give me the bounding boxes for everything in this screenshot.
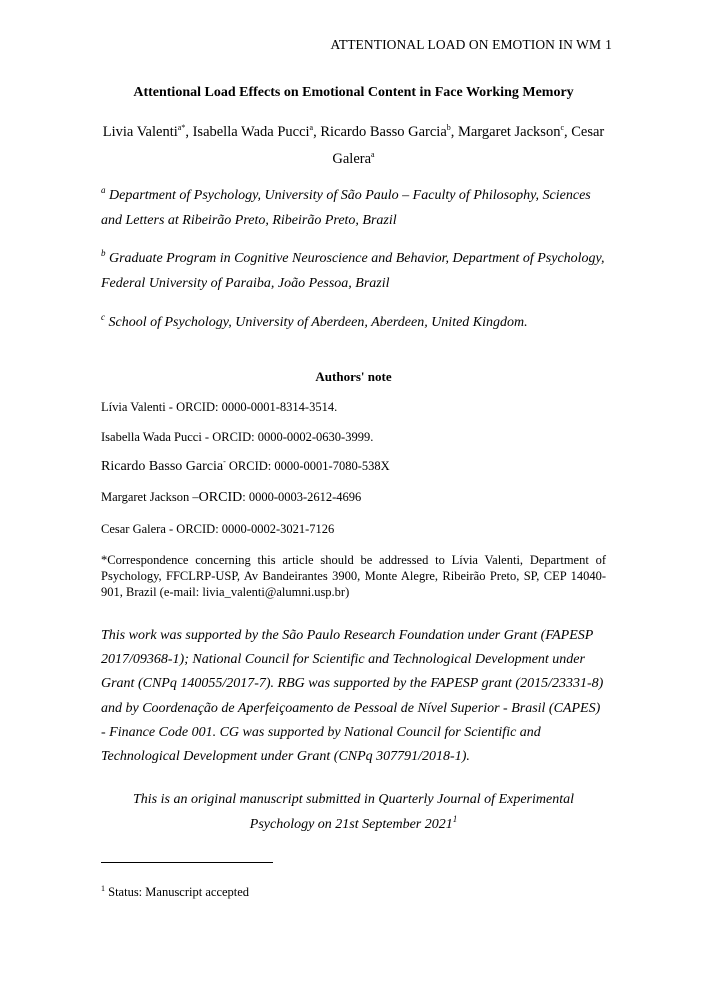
orcid-galera: Cesar Galera - ORCID: 0000-0002-3021-7126 (101, 522, 335, 536)
submission-statement: This is an original manuscript submitted in Quarterly Journal of Experimental Psychology on 21st September 2021$^1$ (133, 792, 574, 832)
author: Livia Valenti$^{a*}$, (102, 123, 193, 140)
funding-statement: This work was supported by the São Paulo Research Foundation under Grant (FAPESP 2017/09368-1); National Council for Scientific and Technological Development under Grant (CNPq 140055/2017-7). RBG was supported by the FAPESP grant (2015/23331-8) and by Coordenação de Aperfeiçoamento de Pessoal de Nível Superior - Brasil (CAPES) - Finance Code 001. CG was supported by National Council for Scientific and Technological Development under Grant (CNPq 307791/2018-1). (101, 628, 604, 765)
running-header (331, 37, 613, 53)
orcid-valenti: Lívia Valenti - ORCID: 0000-0001-8314-3514. (101, 400, 338, 414)
authors-note-heading: Authors' note (315, 369, 392, 384)
orcid-garcia: Ricardo Basso Garcia- ORCID: 0000-0001-7080-538X (101, 457, 390, 474)
affiliation-a: $^a$ Department of Psychology, University of São Paulo – Faculty of Philosophy, Sciences and Letters at Ribeirão Preto, Ribeirão Preto, Brazil (101, 185, 591, 228)
footnote-divider (101, 862, 273, 863)
author: Ricardo Basso Garcia$^b$, (320, 123, 459, 140)
author: Isabella Wada Pucci$^a$, (192, 123, 321, 140)
affiliation-c: $^c$ School of Psychology, University of Aberdeen, Aberdeen, United Kingdom. (101, 312, 528, 330)
orcid-pucci: Isabella Wada Pucci - ORCID: 0000-0002-0630-3999. (101, 430, 374, 444)
author: Margaret Jackson$^c$, (458, 123, 572, 140)
paper-title: Attentional Load Effects on Emotional Content in Face Working Memory (133, 85, 574, 100)
footnote: $^1$ Status: Manuscript accepted (101, 884, 250, 899)
affiliation-b: $^b$ Graduate Program in Cognitive Neuroscience and Behavior, Department of Psychology, Federal University of Paraiba, João Pessoa, Brazil (101, 248, 605, 291)
orcid-jackson: Margaret Jackson –ORCID: 0000-0003-2612-4696 (101, 490, 362, 505)
author-list (101, 119, 606, 173)
correspondence-paragraph: *Correspondence concerning this article should be addressed to Lívia Valenti, Department of Psychology, FFCLRP-USP, Av Bandeirantes 3900, Monte Alegre, Ribeirão Preto, SP, CEP 14040-901, Brazil (e-mail: livia_valenti@alumni.usp.br) (101, 553, 606, 599)
footnote-marker: 1 (452, 814, 458, 824)
author: Cesar Galera$^a$ (332, 124, 605, 167)
running-header-text: ATTENTIONAL LOAD ON EMOTION IN WM (330, 37, 602, 52)
page-number: 1 (605, 37, 612, 52)
